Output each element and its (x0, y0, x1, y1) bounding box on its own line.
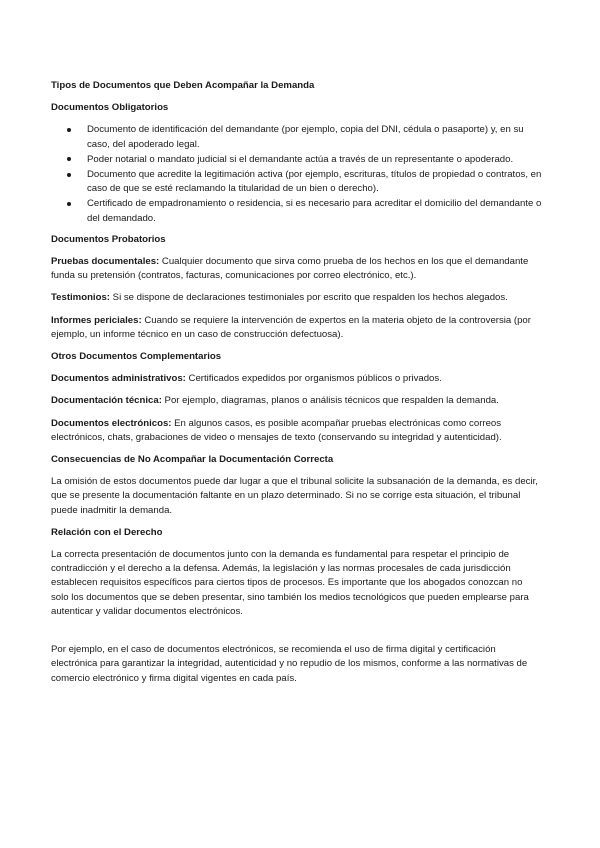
definition-term: Pruebas documentales: (51, 256, 160, 268)
definition-paragraph (51, 394, 542, 408)
list-item-text: Poder notarial o mandato judicial si el demandante actúa a través de un representante o apoderado. (87, 153, 514, 165)
list-item-text: Certificado de empadronamiento o residencia, si es necesario para acreditar el domicilio del demandante o del demandado. (87, 198, 542, 224)
list-item-text: Documento que acredite la legitimación activa (por ejemplo, escrituras, títulos de propiedad o contratos, en caso de que se esté reclamando la titularidad de un bien o derecho). (87, 169, 542, 195)
spacer (51, 627, 542, 643)
bullet-icon (67, 202, 71, 206)
body-paragraph: La omisión de estos documentos puede dar lugar a que el tribunal solicite la subsanación de la demanda, es decir, que se presente la documentación faltante en un plazo determinado. Si no se corrige esta situación, el tribunal puede inadmitir la demanda. (51, 476, 538, 516)
section-heading-probatorios: Documentos Probatorios (51, 233, 166, 245)
definition-text: Si se dispone de declaraciones testimoniales por escrito que respalden los hechos alegados. (110, 292, 508, 304)
list-item-text: Documento de identificación del demandante (por ejemplo, copia del DNI, cédula o pasaporte) y, en su caso, del apoderado legal. (87, 124, 524, 150)
definition-term: Documentación técnica: (51, 395, 162, 407)
document-title: Tipos de Documentos que Deben Acompañar la Demanda (51, 80, 315, 91)
definition-term: Documentos administrativos: (51, 373, 186, 385)
list-item (87, 197, 542, 225)
list-item (87, 168, 542, 196)
definition-text: Cuando se requiere la intervención de expertos en la materia objeto de la controversia (por ejemplo, un informe técnico en un caso de construcción defectuosa). (51, 314, 531, 340)
bullet-icon (67, 157, 71, 161)
definition-text: Certificados expedidos por organismos públicos o privados. (185, 373, 442, 385)
definition-term: Informes periciales: (51, 314, 142, 326)
list-item (87, 123, 542, 151)
section-heading-consecuencias: Consecuencias de No Acompañar la Documentación Correcta (51, 454, 334, 466)
definition-text: Cualquier documento que sirva como prueba de los hechos en los que el demandante funda su pretensión (contratos, facturas, comunicaciones por correo electrónico, etc.). (51, 256, 529, 282)
definition-paragraph (51, 255, 542, 283)
section-heading-complementarios: Otros Documentos Complementarios (51, 351, 222, 363)
bullet-icon (67, 128, 71, 132)
closing-paragraph: Por ejemplo, en el caso de documentos electrónicos, se recomienda el uso de firma digital y certificación electrónica para garantizar la integridad, autenticidad y no repudio de los mismos, conforme a las normativas de comercio electrónico y firma digital vigentes en cada país. (51, 644, 528, 684)
definition-text: Por ejemplo, diagramas, planos o análisis técnicos que respalden la demanda. (161, 395, 499, 407)
definition-paragraph (51, 291, 542, 305)
body-paragraph: La correcta presentación de documentos junto con la demanda es fundamental para respetar el principio de contradicción y el derecho a la defensa. Además, la legislación y las normas procesales de cada jurisdicción establecen requisitos específicos para ciertos tipos de procesos. Es importante que los abogados conozcan no solo los documentos que se deben presentar, sino también los medios tecnológicos que pueden emplearse para autenticar y validar documentos electrónicos. (51, 549, 529, 617)
definition-term: Testimonios: (51, 292, 110, 304)
definition-text: En algunos casos, es posible acompañar pruebas electrónicas como correos electrónicos, chats, grabaciones de video o mensajes de texto (conservando su integridad y autenticidad). (51, 417, 502, 443)
section-heading-relacion: Relación con el Derecho (51, 526, 163, 538)
definition-term: Documentos electrónicos: (51, 417, 172, 429)
definition-paragraph (51, 372, 542, 386)
list-item (87, 153, 542, 167)
section-heading-obligatorios: Documentos Obligatorios (51, 102, 169, 114)
definition-paragraph (51, 314, 542, 342)
bullet-icon (67, 173, 71, 177)
definition-paragraph (51, 417, 542, 445)
bullet-list-obligatorios (51, 123, 542, 225)
